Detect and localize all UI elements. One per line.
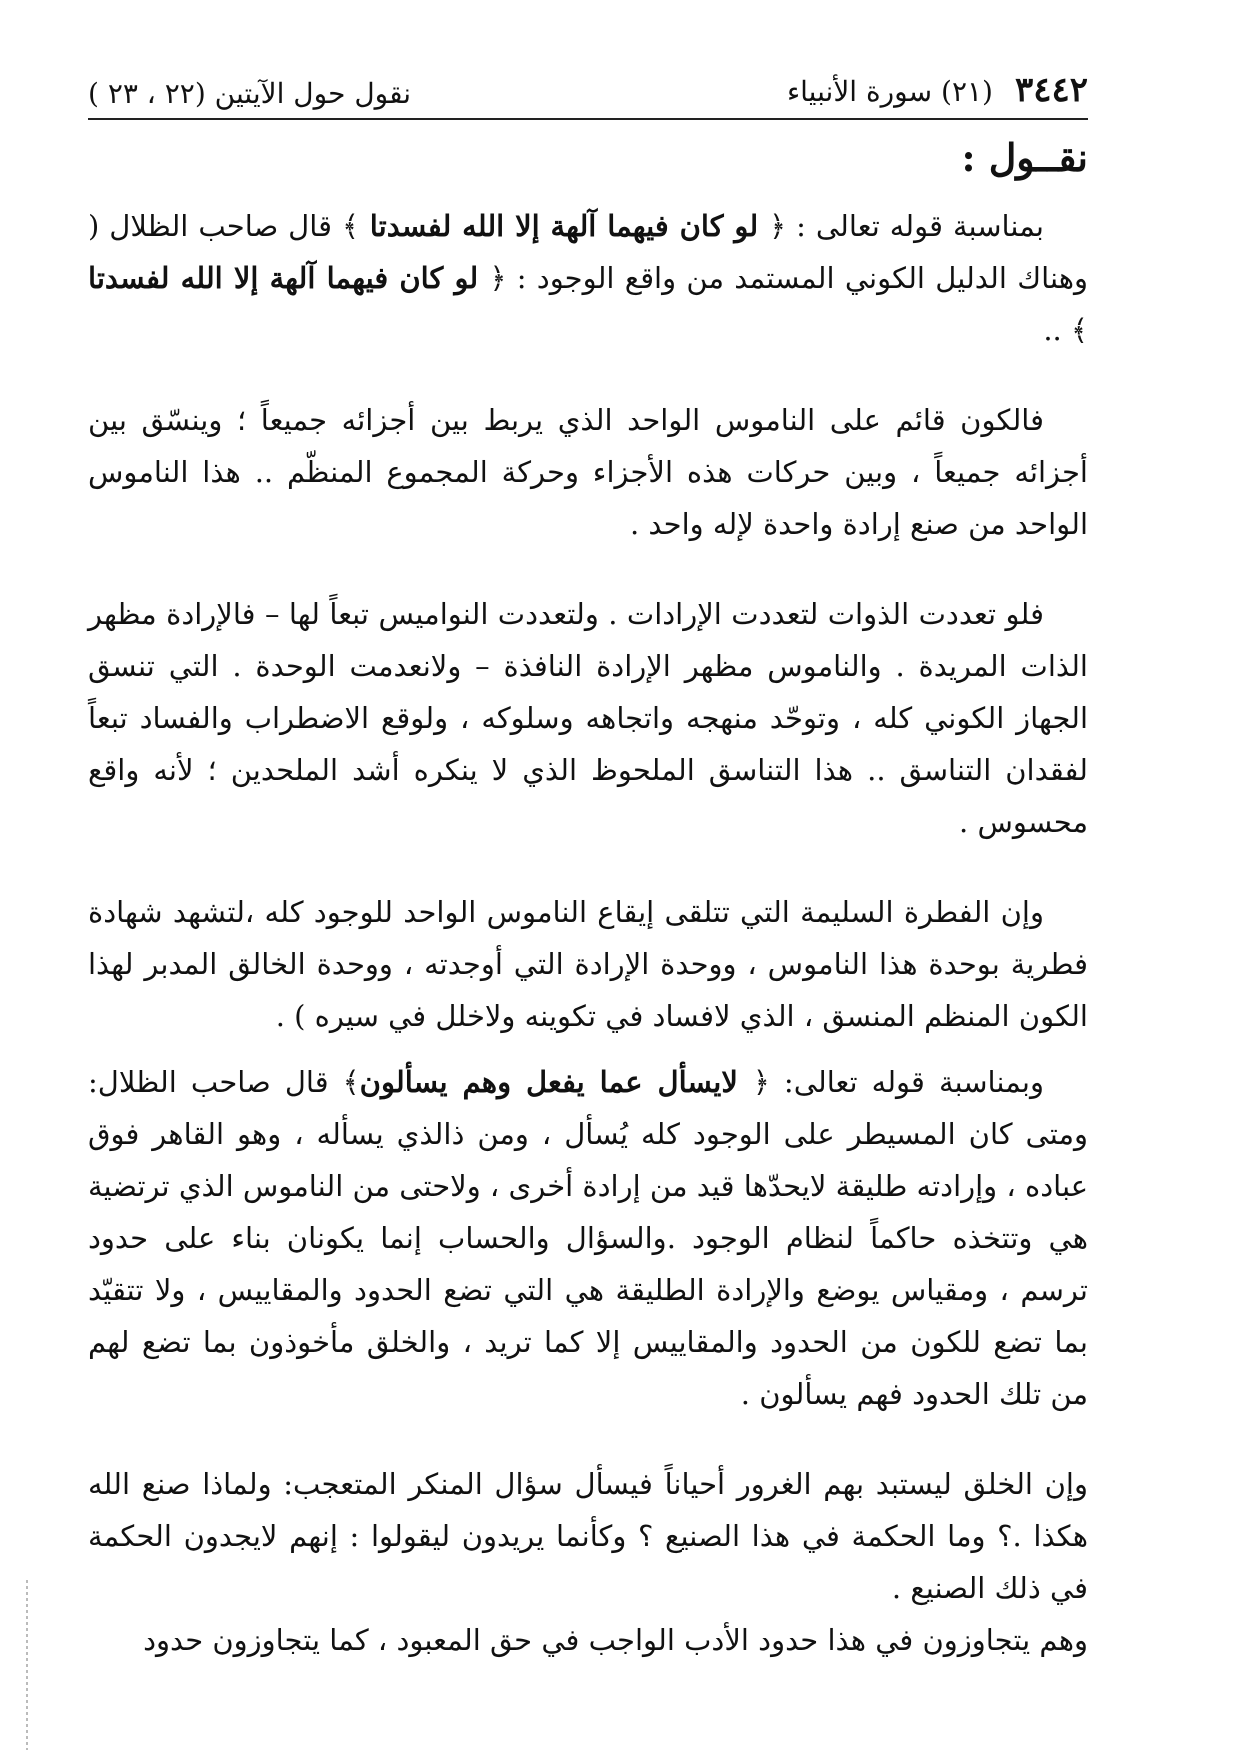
quran-bracket-close: ﴾ <box>342 1065 360 1099</box>
paragraph-1-middle: قال صاحب الظلال ( وهناك الدليل الكوني المستمد من واقع الوجود : <box>88 209 1088 295</box>
quran-bracket-open: ﴿ <box>769 209 787 243</box>
quran-verse-quote: لو كان فيهما آلهة إلا الله لفسدتا <box>88 261 490 295</box>
quran-bracket-open: ﴿ <box>752 1065 770 1099</box>
scan-edge-mark <box>26 1580 28 1750</box>
page-number: ٣٤٤٢ <box>1014 70 1088 110</box>
quran-bracket-close: ﴾ <box>1071 313 1088 347</box>
quran-verse-quote: لايسأل عما يفعل وهم يسألون <box>359 1065 753 1099</box>
surah-name: (٢١) سورة الأنبياء <box>786 75 993 108</box>
header-right-group <box>787 70 1088 110</box>
paragraph-1 <box>88 200 1088 356</box>
paragraph-4: وإن الفطرة السليمة التي تتلقى إيقاع الناموس الواحد للوجود كله ،لتشهد شهادة فطرية بوحدة هذا الناموس ، ووحدة الإرادة التي أوجدته ، ووحدة الخالق المدبر لهذا الكون المنظم المنسق ، الذي لافساد في تكوينه ولاخلل في سيره ) . <box>88 895 1088 1033</box>
paragraph-5 <box>88 1056 1088 1420</box>
running-header <box>88 58 1088 120</box>
quran-verse-quote: لو كان فيهما آلهة إلا الله لفسدتا <box>358 209 770 243</box>
quran-bracket-open: ﴿ <box>489 261 507 295</box>
paragraph-1-lead: بمناسبة قوله تعالى : <box>786 209 1044 243</box>
paragraph-5-body: قال صاحب الظلال: ومتى كان المسيطر على الوجود كله يُسأل ، ومن ذالذي يسأله ، وهو القاهر فوق عباده ، وإرادته طليقة لايحدّها قيد من إرادة أخرى ، ولاحتى من الناموس الذي ترتضية هي وتتخذه حاكماً لنظام الوجود .والسؤال والحساب إنما يكونان بناء على حدود ترسم ، ومقياس يوضع والإرادة الطليقة هي التي تضع الحدود والمقاييس ، ولا تتقيّد بما تضع للكون من الحدود والمقاييس إلا كما تريد ، والخلق مأخوذون بما تضع لهم من تلك الحدود فهم يسألون . <box>88 1065 1088 1411</box>
paragraph-5-lead: وبمناسبة قوله تعالى: <box>769 1065 1044 1099</box>
section-title: نقــول : <box>961 135 1088 180</box>
running-title: نقول حول الآيتين (٢٢ ، ٢٣ ) <box>88 77 412 110</box>
paragraph-1-tail: .. <box>1043 313 1071 347</box>
paragraph-6: وإن الخلق ليستبد بهم الغرور أحياناً فيسأل سؤال المنكر المتعجب: ولماذا صنع الله هكذا .؟ وما الحكمة في هذا الصنيع ؟ وكأنما يريدون ليقولوا : إنهم لايجدون الحكمة في ذلك الصنيع . <box>88 1467 1088 1605</box>
paragraph-7: وهم يتجاوزون في هذا حدود الأدب الواجب في حق المعبود ، كما يتجاوزون حدود <box>143 1623 1088 1657</box>
quran-bracket-close: ﴾ <box>341 209 359 243</box>
body-text <box>88 200 1088 1666</box>
paragraph-3: فلو تعددت الذوات لتعددت الإرادات . ولتعددت النواميس تبعاً لها – فالإرادة مظهر الذات المريدة . والناموس مظهر الإرادة النافذة – ولانعدمت الوحدة . التي تنسق الجهاز الكوني كله ، وتوحّد منهجه واتجاهه وسلوكه ، ولوقع الاضطراب والفساد تبعاً لفقدان التناسق .. هذا التناسق الملحوظ الذي لا ينكره أشد الملحدين ؛ لأنه واقع محسوس . <box>88 597 1088 839</box>
paragraph-2: فالكون قائم على الناموس الواحد الذي يربط بين أجزائه جميعاً ؛ وينسّق بين أجزائه جميعاً ، وبين حركات هذه الأجزاء وحركة المجموع المنظّم .. هذا الناموس الواحد من صنع إرادة واحدة لإله واحد . <box>88 403 1088 541</box>
